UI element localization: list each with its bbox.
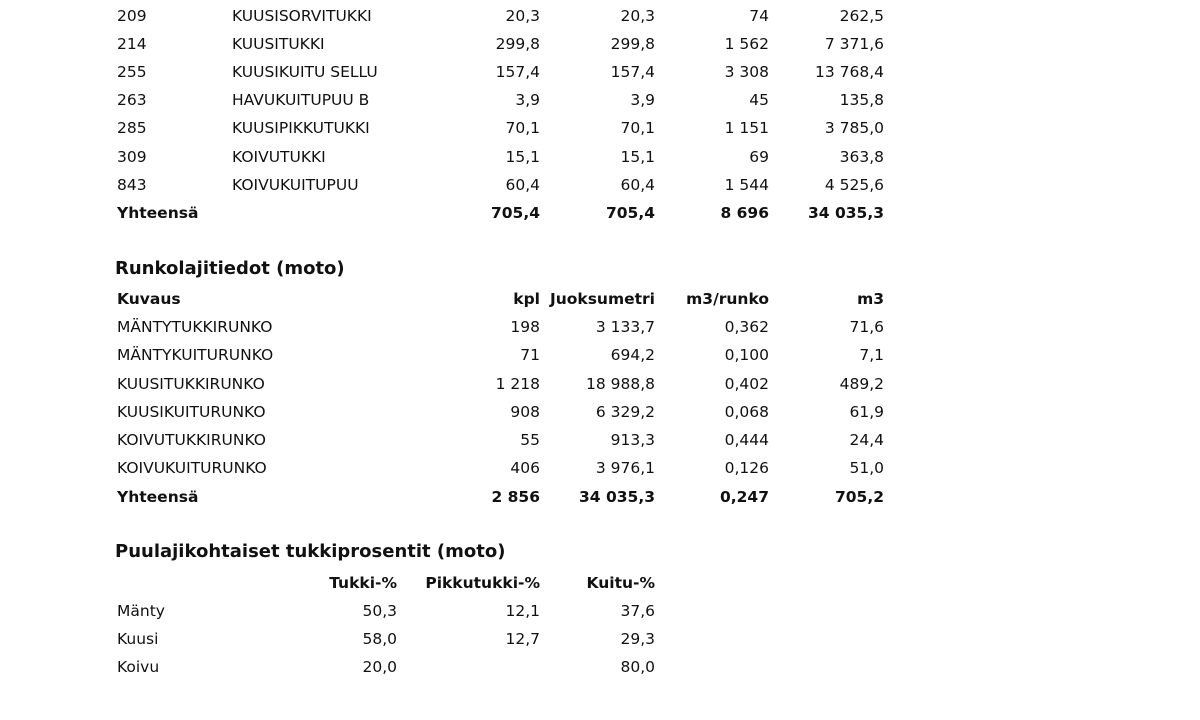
product-desc: KUUSIPIKKUTUKKI	[232, 119, 370, 137]
col-header-m3-runko: m3/runko	[686, 290, 769, 308]
kuitu-percent: 37,6	[620, 602, 655, 620]
product-col1: 3,9	[515, 91, 540, 109]
product-col2: 3,9	[630, 91, 655, 109]
table-row	[0, 454, 1200, 482]
col-header-pikkutukki: Pikkutukki-%	[425, 574, 540, 592]
product-col3: 69	[749, 148, 769, 166]
product-col2: 157,4	[610, 63, 655, 81]
product-col4: 135,8	[839, 91, 884, 109]
runko-juoksumetri: 3 976,1	[595, 459, 655, 477]
table-row	[0, 653, 1200, 681]
product-col3: 1 544	[724, 176, 769, 194]
total-col2: 705,4	[605, 204, 655, 222]
runko-juoksumetri: 3 133,7	[595, 318, 655, 336]
col-header-tukki: Tukki-%	[329, 574, 397, 592]
table-row	[0, 2, 1200, 30]
product-col4: 7 371,6	[824, 35, 884, 53]
product-col1: 15,1	[505, 148, 540, 166]
product-desc: KUUSISORVITUKKI	[232, 7, 372, 25]
product-code: 843	[117, 176, 147, 194]
product-col2: 60,4	[620, 176, 655, 194]
total-label: Yhteensä	[117, 204, 199, 222]
product-desc: HAVUKUITUPUU B	[232, 91, 370, 109]
product-col1: 70,1	[505, 119, 540, 137]
runko-desc: KUUSIKUITURUNKO	[117, 403, 266, 421]
runko-m3: 24,4	[849, 431, 884, 449]
species-name: Kuusi	[117, 630, 159, 648]
table-row	[0, 143, 1200, 171]
total-col3: 8 696	[720, 204, 769, 222]
product-code: 209	[117, 7, 147, 25]
product-desc: KUUSIKUITU SELLU	[232, 63, 378, 81]
runko-juoksumetri: 18 988,8	[585, 375, 655, 393]
runko-m3-runko: 0,068	[724, 403, 769, 421]
col-header-m3: m3	[857, 290, 884, 308]
total-col1: 705,4	[490, 204, 540, 222]
product-col2: 20,3	[620, 7, 655, 25]
species-name: Koivu	[117, 658, 160, 676]
table-row	[0, 597, 1200, 625]
total-row	[0, 199, 1200, 227]
runko-m3-runko: 0,100	[724, 346, 769, 364]
runko-kpl: 198	[510, 318, 540, 336]
product-col3: 1 151	[724, 119, 769, 137]
product-desc: KUUSITUKKI	[232, 35, 325, 53]
tukki-percent: 20,0	[362, 658, 397, 676]
runko-desc: KOIVUKUITURUNKO	[117, 459, 267, 477]
total-col4: 34 035,3	[808, 204, 884, 222]
total-m3-runko: 0,247	[719, 488, 769, 506]
product-col3: 3 308	[724, 63, 769, 81]
table-row	[0, 86, 1200, 114]
product-col3: 1 562	[724, 35, 769, 53]
total-label: Yhteensä	[117, 488, 199, 506]
col-header-kpl: kpl	[513, 290, 540, 308]
product-col4: 3 785,0	[824, 119, 884, 137]
runko-desc: MÄNTYKUITURUNKO	[117, 346, 274, 364]
total-m3: 705,2	[834, 488, 884, 506]
runko-kpl: 1 218	[495, 375, 540, 393]
table-row	[0, 370, 1200, 398]
product-col3: 45	[749, 91, 769, 109]
product-col4: 262,5	[839, 7, 884, 25]
col-header-kuvaus: Kuvaus	[117, 290, 181, 308]
table-header	[0, 285, 1200, 313]
kuitu-percent: 80,0	[620, 658, 655, 676]
table-row	[0, 398, 1200, 426]
runko-m3: 61,9	[849, 403, 884, 421]
runko-m3: 489,2	[839, 375, 884, 393]
runko-juoksumetri: 694,2	[610, 346, 655, 364]
product-code: 309	[117, 148, 147, 166]
pikkutukki-percent: 12,1	[505, 602, 540, 620]
species-name: Mänty	[117, 602, 165, 620]
section-title-puulaji: Puulajikohtaiset tukkiprosentit (moto)	[115, 541, 506, 562]
product-code: 214	[117, 35, 147, 53]
kuitu-percent: 29,3	[620, 630, 655, 648]
col-header-juoksumetri: Juoksumetri	[549, 290, 655, 308]
product-col2: 299,8	[610, 35, 655, 53]
runko-m3-runko: 0,402	[724, 375, 769, 393]
product-col2: 70,1	[620, 119, 655, 137]
col-header-kuitu: Kuitu-%	[586, 574, 655, 592]
product-col1: 157,4	[495, 63, 540, 81]
runko-juoksumetri: 913,3	[610, 431, 655, 449]
table-row	[0, 114, 1200, 142]
total-kpl: 2 856	[491, 488, 540, 506]
table-row	[0, 426, 1200, 454]
tukki-percent: 58,0	[362, 630, 397, 648]
runko-kpl: 55	[520, 431, 540, 449]
runko-m3-runko: 0,126	[724, 459, 769, 477]
table-row	[0, 625, 1200, 653]
tukki-percent: 50,3	[362, 602, 397, 620]
table-row	[0, 30, 1200, 58]
product-col2: 15,1	[620, 148, 655, 166]
runko-desc: MÄNTYTUKKIRUNKO	[117, 318, 273, 336]
runko-desc: KUUSITUKKIRUNKO	[117, 375, 265, 393]
runko-juoksumetri: 6 329,2	[595, 403, 655, 421]
table-row	[0, 313, 1200, 341]
runko-m3: 71,6	[849, 318, 884, 336]
product-code: 255	[117, 63, 147, 81]
runko-kpl: 908	[510, 403, 540, 421]
runko-m3: 7,1	[859, 346, 884, 364]
section-title-runko: Runkolajitiedot (moto)	[115, 258, 345, 279]
product-col4: 363,8	[839, 148, 884, 166]
product-col1: 299,8	[495, 35, 540, 53]
product-desc: KOIVUKUITUPUU	[232, 176, 359, 194]
runko-kpl: 406	[510, 459, 540, 477]
product-desc: KOIVUTUKKI	[232, 148, 326, 166]
product-code: 263	[117, 91, 147, 109]
product-col4: 13 768,4	[814, 63, 884, 81]
runko-m3-runko: 0,362	[724, 318, 769, 336]
table-row	[0, 58, 1200, 86]
total-row	[0, 483, 1200, 511]
runko-desc: KOIVUTUKKIRUNKO	[117, 431, 266, 449]
table-row	[0, 341, 1200, 369]
product-col1: 60,4	[505, 176, 540, 194]
runko-m3: 51,0	[849, 459, 884, 477]
product-col4: 4 525,6	[824, 176, 884, 194]
total-juoksumetri: 34 035,3	[579, 488, 655, 506]
product-code: 285	[117, 119, 147, 137]
runko-kpl: 71	[520, 346, 540, 364]
table-row	[0, 171, 1200, 199]
product-col1: 20,3	[505, 7, 540, 25]
pikkutukki-percent: 12,7	[505, 630, 540, 648]
product-col3: 74	[749, 7, 769, 25]
table-header	[0, 569, 1200, 597]
runko-m3-runko: 0,444	[724, 431, 769, 449]
